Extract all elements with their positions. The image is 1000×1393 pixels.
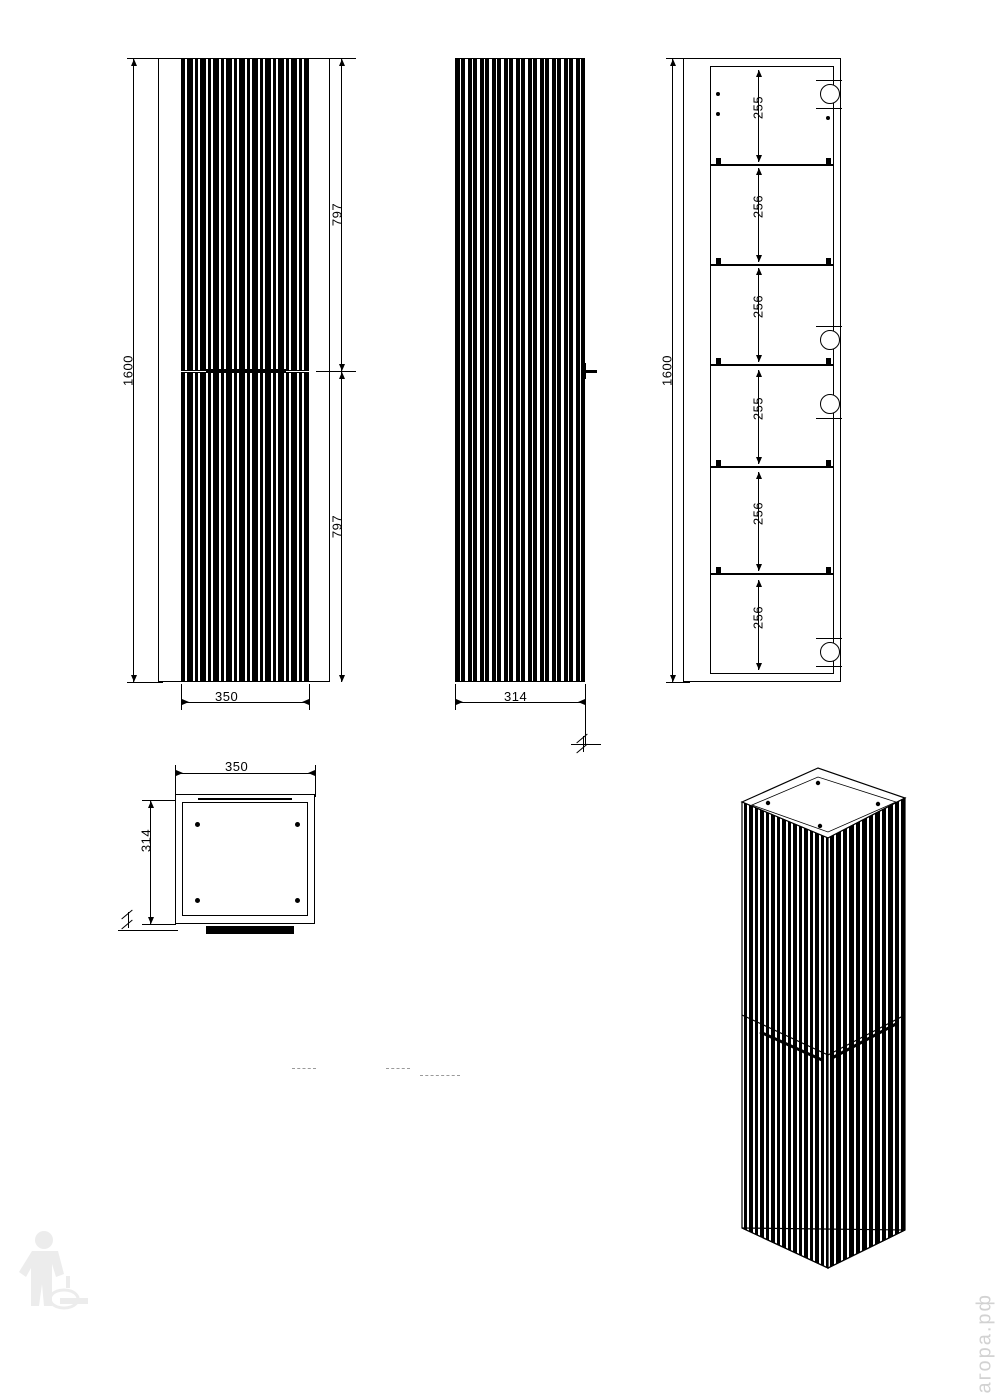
shelf-3 (710, 364, 834, 366)
shelf-dim-5-arrow-top (756, 472, 762, 479)
shelf-dim-5-label: 256 (750, 501, 766, 526)
top-symbol-slash1 (121, 910, 132, 920)
front-upper-label: 797 (329, 202, 345, 227)
hinge-cup-top (820, 84, 840, 104)
front-width-dim-line (181, 702, 309, 703)
side-view-ribs (455, 58, 585, 682)
front-lower-arrow-bottom (339, 675, 345, 682)
shelf-dim-1-arrow-top (756, 70, 762, 77)
top-view-hole-tl (195, 822, 200, 827)
front-view-lower-door (181, 372, 309, 682)
shelf-dim-3-arrow-top (756, 268, 762, 275)
section-height-arrow-bottom (670, 675, 676, 682)
shelf-dim-5-arrow-bottom (756, 564, 762, 571)
top-depth-label: 314 (138, 828, 154, 853)
front-lower-arrow-top (339, 372, 345, 379)
top-view-hole-bl (195, 898, 200, 903)
hinge-cup-bottom (820, 642, 840, 662)
top-depth-ext-bottom (142, 924, 176, 925)
shelf-2 (710, 264, 834, 266)
top-view-back-rail (198, 798, 292, 800)
hinge-cup-mid-upper (820, 330, 840, 350)
front-view-upper-door (181, 58, 309, 371)
side-view-handle (585, 370, 597, 373)
shelf-dim-1-label: 255 (750, 95, 766, 120)
shelf-pin-2l (716, 258, 721, 265)
shelf-dim-3-label: 256 (750, 294, 766, 319)
hinge-plate-mu (816, 326, 842, 327)
fixing-dot-2 (716, 112, 720, 116)
hinge-plate-top-2 (816, 108, 842, 109)
top-width-arrow-right (308, 770, 315, 776)
hinge-plate-ml (816, 418, 842, 419)
front-upper-ext-bottom (316, 371, 356, 372)
shelf-5 (710, 573, 834, 575)
watermark-text: агора.рф (973, 1293, 995, 1393)
shelf-dim-2-label: 256 (750, 194, 766, 219)
front-width-arrow-right (302, 699, 309, 705)
side-leader-tick (583, 736, 584, 752)
fixing-dot-3 (826, 116, 830, 120)
front-width-arrow-left (182, 699, 189, 705)
top-view-hole-br (295, 898, 300, 903)
top-view-handle (206, 926, 294, 934)
shelf-dim-6-arrow-top (756, 580, 762, 587)
top-symbol-tick (128, 912, 129, 928)
iso-svg (700, 760, 950, 1290)
top-depth-arrow-top (148, 801, 154, 808)
shelf-dim-2-arrow-top (756, 168, 762, 175)
hinge-plate-b2 (816, 666, 842, 667)
top-width-label: 350 (225, 759, 249, 774)
shelf-pin-3l (716, 358, 721, 365)
watermark-logo (14, 1228, 94, 1323)
front-view-handle (206, 369, 286, 372)
hinge-plate-top (816, 80, 842, 81)
shelf-pin-4r (826, 460, 831, 467)
construction-mark-2 (386, 1068, 410, 1069)
top-symbol-slash2 (121, 920, 132, 930)
side-leader-slash2 (576, 744, 587, 754)
side-depth-ext-left (455, 684, 456, 710)
shelf-pin-1r (826, 158, 831, 165)
side-depth-arrow-left (456, 699, 463, 705)
section-height-label: 1600 (659, 355, 675, 386)
section-view-interior (710, 66, 834, 674)
iso-view (700, 760, 950, 1290)
hinge-cup-mid-lower (820, 394, 840, 414)
side-depth-arrow-right (578, 699, 585, 705)
front-lower-label: 797 (329, 514, 345, 539)
top-depth-arrow-bottom (148, 917, 154, 924)
shelf-dim-6-label: 256 (750, 605, 766, 630)
shelf-dim-1-arrow-bottom (756, 155, 762, 162)
shelf-1 (710, 164, 834, 166)
top-view-hole-tr (295, 822, 300, 827)
shelf-dim-2-arrow-bottom (756, 255, 762, 262)
shelf-dim-4-label: 255 (750, 396, 766, 421)
front-upper-arrow-bottom (339, 364, 345, 371)
shelf-pin-5r (826, 567, 831, 574)
top-view-panel (182, 802, 308, 916)
front-height-arrow-top (131, 59, 137, 66)
top-symbol-leader (118, 930, 178, 931)
fixing-dot-1 (716, 92, 720, 96)
front-upper-ext-top (316, 58, 356, 59)
top-width-ext-right (315, 765, 316, 797)
shelf-pin-3r (826, 358, 831, 365)
shelf-pin-5l (716, 567, 721, 574)
front-height-arrow-bottom (131, 675, 137, 682)
hinge-plate-b1 (816, 638, 842, 639)
front-width-ext-right (309, 684, 310, 710)
shelf-pin-2r (826, 258, 831, 265)
section-height-arrow-top (670, 59, 676, 66)
shelf-dim-4-arrow-top (756, 370, 762, 377)
front-width-ext-left (181, 684, 182, 710)
construction-mark-1 (292, 1068, 316, 1069)
shelf-dim-4-arrow-bottom (756, 457, 762, 464)
top-width-arrow-left (176, 770, 183, 776)
shelf-pin-4l (716, 460, 721, 467)
section-height-ext-bottom (666, 682, 690, 683)
front-upper-arrow-top (339, 59, 345, 66)
front-width-label: 350 (215, 689, 239, 704)
construction-mark-3 (420, 1075, 460, 1076)
side-depth-label: 314 (504, 689, 528, 704)
shelf-dim-3-arrow-bottom (756, 355, 762, 362)
shelf-pin-1l (716, 158, 721, 165)
front-height-ext-bottom (127, 682, 163, 683)
side-view-handle-end (585, 363, 586, 379)
shelf-dim-6-arrow-bottom (756, 663, 762, 670)
shelf-4 (710, 466, 834, 468)
front-height-label: 1600 (120, 355, 136, 386)
